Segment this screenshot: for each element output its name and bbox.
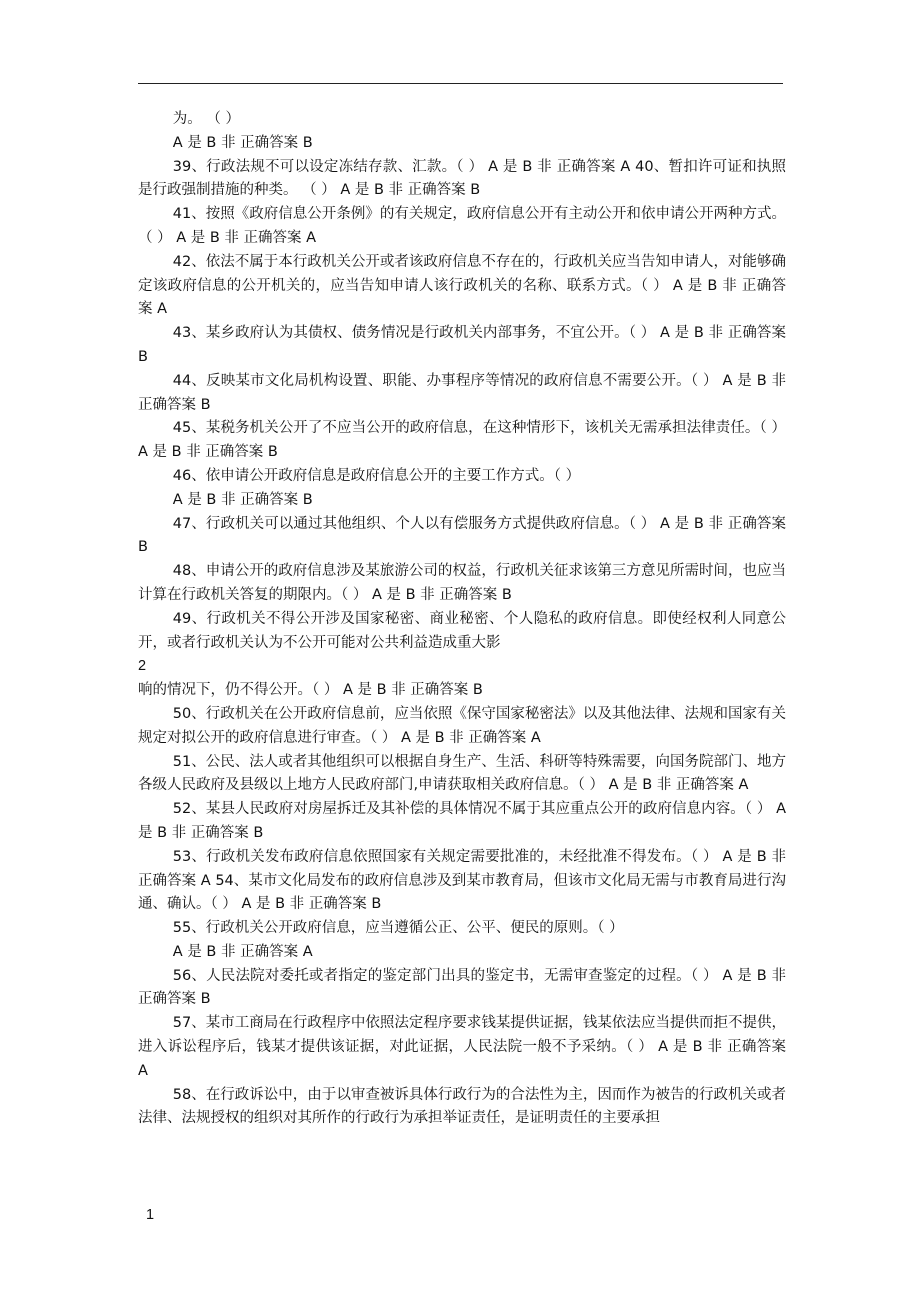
question-49-continuation: 响的情况下，仍不得公开。（ ） A 是 B 非 正确答案 B: [138, 682, 483, 699]
question-45: 45、某税务机关公开了不应当公开的政府信息，在这种情形下，该机关无需承担法律责任。（ ） A 是 B 非 正确答案 B: [138, 420, 786, 461]
footer-page-number: 1: [146, 1207, 155, 1223]
header-rule: [138, 83, 783, 84]
question-43: 43、某乡政府认为其债权、债务情况是行政机关内部事务，不宜公开。（ ） A 是 B 非 正确答案 B: [138, 325, 786, 365]
question-53-54: 53、行政机关发布政府信息依照国家有关规定需要批准的，未经批准不得发布。（ ） A 是 B 非 正确答案 A 54、某市文化局发布的政府信息涉及到某市教育局，但该市文化局无需与市教育局进行沟通、确认。（ ） A 是 B 非 正确答案 B: [138, 848, 786, 913]
question-56: 56、人民法院对委托或者指定的鉴定部门出具的鉴定书，无需审查鉴定的过程。（ ） A 是 B 非 正确答案 B: [138, 967, 786, 1008]
question-58: 58、在行政诉讼中，由于以审查被诉具体行政行为的合法性为主，因而作为被告的行政机关或者法律、法规授权的组织对其所作的行政行为承担举证责任，是证明责任的主要承担: [138, 1086, 786, 1127]
question-49: 49、行政机关不得公开涉及国家秘密、商业秘密、个人隐私的政府信息。即使经权利人同意公开，或者行政机关认为不公开可能对公共利益造成重大影: [138, 610, 786, 651]
question-57: 57、某市工商局在行政程序中依照法定程序要求钱某提供证据，钱某依法应当提供而拒不提供，进入诉讼程序后，钱某才提供该证据，对此证据，人民法院一般不予采纳。（ ） A 是 B 非 正确答案 A: [138, 1015, 786, 1079]
question-46: 46、依申请公开政府信息是政府信息公开的主要工作方式。（ ）: [172, 467, 581, 484]
answer-38: A 是 B 非 正确答案 B: [172, 134, 313, 151]
paragraph-continuation-38: 为。 （ ）: [172, 111, 241, 127]
question-51: 51、公民、法人或者其他组织可以根据自身生产、生活、科研等特殊需要，向国务院部门、地方各级人民政府及县级以上地方人民政府部门,申请获取相关政府信息。（ ） A 是 B 非 正确答案 A: [138, 753, 786, 794]
question-42: 42、依法不属于本行政机关公开或者该政府信息不存在的，行政机关应当告知申请人，对能够确定该政府信息的公开机关的，应当告知申请人该行政机关的名称、联系方式。（ ） A 是 B 非 正确答案 A: [138, 253, 786, 318]
question-50: 50、行政机关在公开政府信息前，应当依照《保守国家秘密法》以及其他法律、法规和国家有关规定对拟公开的政府信息进行审查。（ ） A 是 B 非 正确答案 A: [138, 705, 786, 746]
question-44: 44、反映某市文化局机构设置、职能、办事程序等情况的政府信息不需要公开。（ ） A 是 B 非 正确答案 B: [138, 372, 786, 413]
answer-46: A 是 B 非 正确答案 B: [172, 491, 313, 508]
question-52: 52、某县人民政府对房屋拆迁及其补偿的具体情况不属于其应重点公开的政府信息内容。（ ） A 是 B 非 正确答案 B: [138, 801, 786, 841]
question-41: 41、按照《政府信息公开条例》的有关规定，政府信息公开有主动公开和依申请公开两种方式。（ ） A 是 B 非 正确答案 A: [138, 206, 786, 246]
answer-55: A 是 B 非 正确答案 A: [172, 943, 313, 960]
question-48: 48、申请公开的政府信息涉及某旅游公司的权益，行政机关征求该第三方意见所需时间，也应当计算在行政机关答复的期限内。（ ） A 是 B 非 正确答案 B: [138, 563, 786, 603]
question-47: 47、行政机关可以通过其他组织、个人以有偿服务方式提供政府信息。（ ） A 是 B 非 正确答案 B: [138, 515, 786, 556]
question-55: 55、行政机关公开政府信息，应当遵循公正、公平、便民的原则。（ ）: [172, 920, 624, 937]
body-text: [138, 108, 786, 1131]
inline-page-number: 2: [138, 658, 147, 675]
question-39-40: 39、行政法规不可以设定冻结存款、汇款。（ ） A 是 B 非 正确答案 A 40、暂扣许可证和执照是行政强制措施的种类。 （ ） A 是 B 非 正确答案 B: [138, 158, 786, 199]
